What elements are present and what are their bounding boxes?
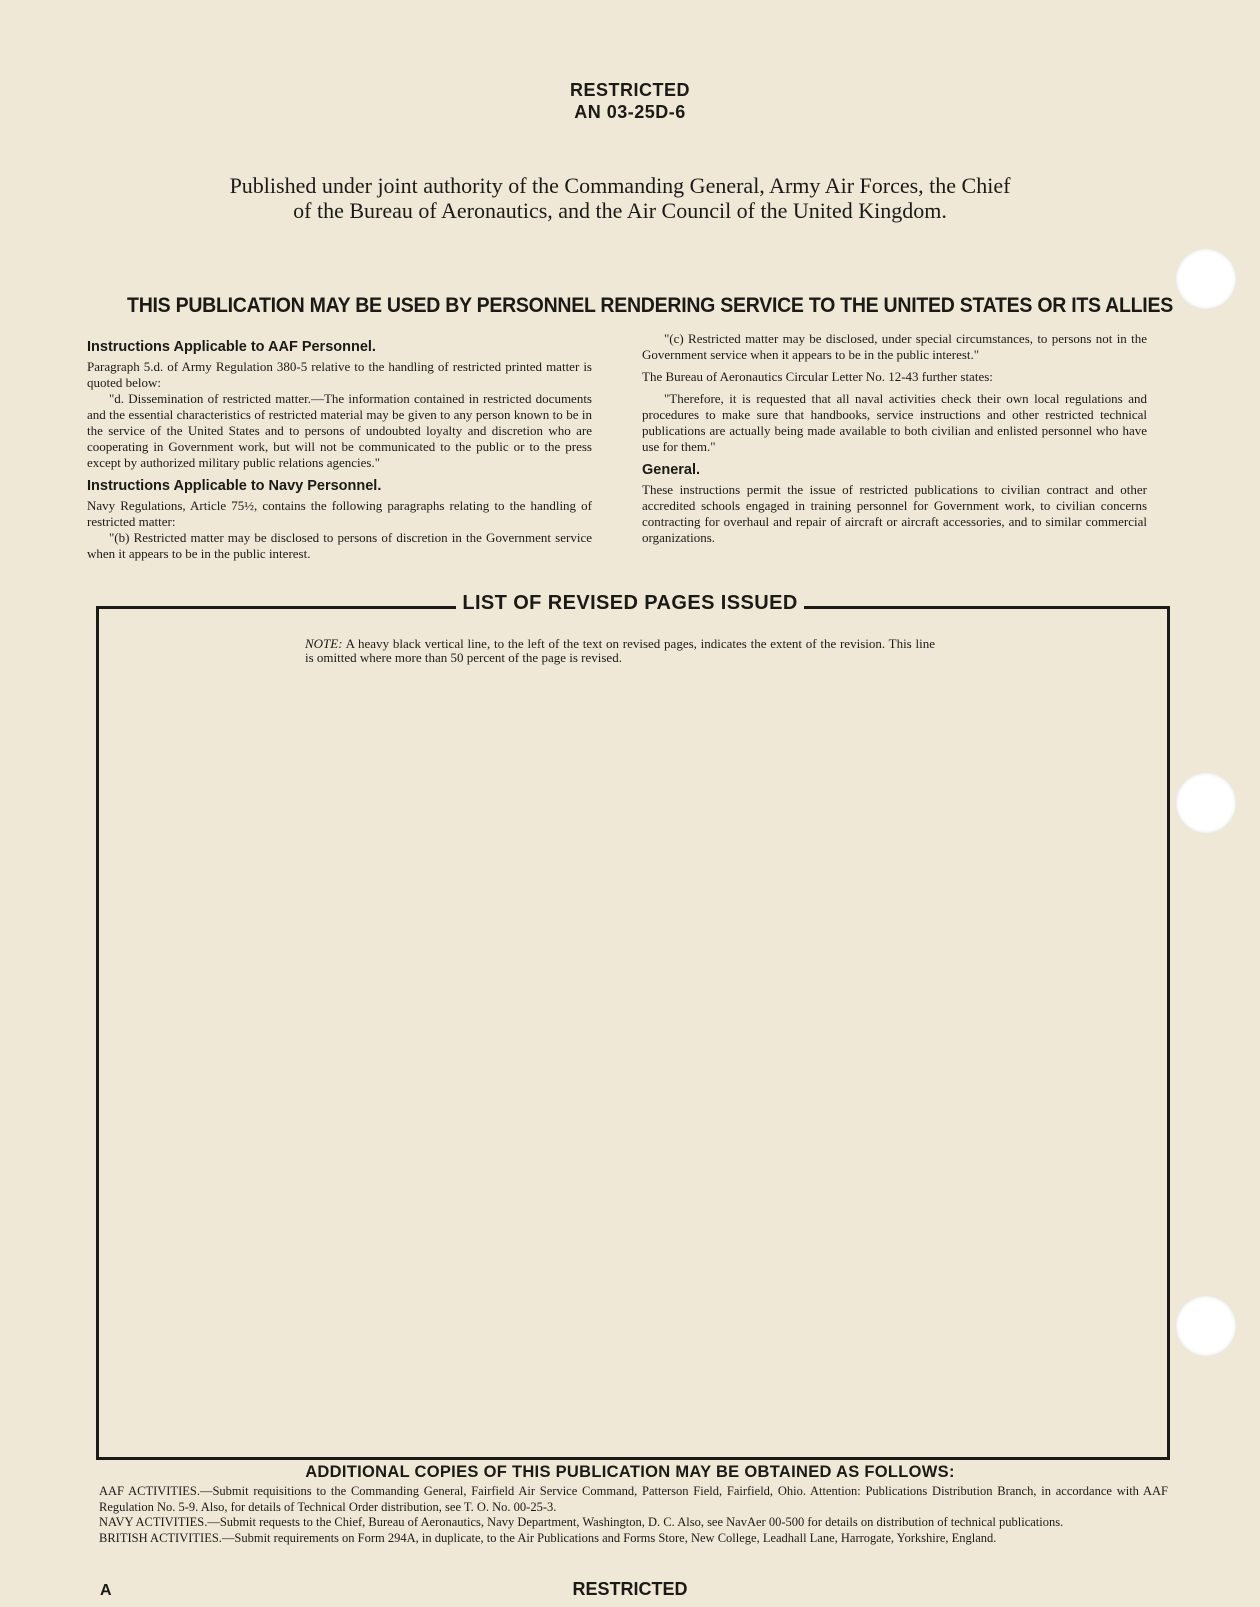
revised-pages-title: LIST OF REVISED PAGES ISSUED — [456, 592, 803, 614]
revised-pages-title-bar — [0, 592, 1260, 615]
british-activities: BRITISH ACTIVITIES.—Submit requirements on Form 294A, in duplicate, to the Air Publications and Forms Store, New College, Leadhall Lane, Harrogate, Yorkshire, England. — [99, 1530, 997, 1545]
additional-copies-text — [99, 1484, 1168, 1546]
page-label: A — [100, 1582, 112, 1599]
document-number: AN 03-25D-6 — [574, 102, 686, 122]
binder-hole-bottom — [1175, 1295, 1237, 1357]
binder-hole-top — [1175, 248, 1237, 310]
navy-heading: Instructions Applicable to Navy Personnel. — [87, 478, 382, 494]
general-text: These instructions permit the issue of restricted publications to civilian contract and other accredited schools engaged in training personnel for Government work, to civilian concerns contracting for overhaul and repair of aircraft or aircraft accessories, and to similar commercial organizations. — [642, 482, 1147, 545]
binder-hole-middle — [1175, 772, 1237, 834]
navy-activities: NAVY ACTIVITIES.—Submit requests to the Chief, Bureau of Aeronautics, Navy Department, Washington, D. C. Also, see NavAer 00-500 for details on distribution of technical publications. — [99, 1515, 1064, 1529]
classification-top: RESTRICTED — [569, 80, 690, 100]
revision-note — [305, 637, 935, 665]
note-text: A heavy black vertical line, to the left of the text on revised pages, indicates the extent of the revision. This line is omitted where more than 50 percent of the page is revised. — [305, 636, 935, 665]
circular-intro: The Bureau of Aeronautics Circular Letter No. 12-43 further states: — [642, 369, 993, 384]
note-label: NOTE: — [305, 636, 343, 651]
aaf-intro: Paragraph 5.d. of Army Regulation 380-5 relative to the handling of restricted printed matter is quoted below: — [87, 359, 592, 390]
right-column — [642, 331, 1147, 546]
additional-copies-heading: ADDITIONAL COPIES OF THIS PUBLICATION MAY BE OBTAINED AS FOLLOWS: — [305, 1463, 955, 1481]
usage-banner: THIS PUBLICATION MAY BE USED BY PERSONNEL RENDERING SERVICE TO THE UNITED STATES OR ITS ALLIES — [127, 294, 1173, 317]
authority-statement: Published under joint authority of the Commanding General, Army Air Forces, the Chief of the Bureau of Aeronautics, and the Air Council of the United Kingdom. — [229, 173, 1011, 223]
navy-quote-b: "(b) Restricted matter may be disclosed to persons of discretion in the Government service when it appears to be in the public interest. — [87, 530, 592, 561]
navy-quote-c: "(c) Restricted matter may be disclosed, under special circumstances, to persons not in the Government service when it appears to be in the public interest." — [642, 331, 1147, 362]
left-column — [87, 338, 592, 562]
aaf-heading: Instructions Applicable to AAF Personnel. — [87, 339, 376, 355]
classification-bottom: RESTRICTED — [572, 1579, 688, 1599]
revised-pages-box — [96, 606, 1170, 1460]
navy-intro: Navy Regulations, Article 75½, contains the following paragraphs relating to the handling of restricted matter: — [87, 498, 592, 529]
circular-quote: "Therefore, it is requested that all naval activities check their own local regulations and procedures to make sure that handbooks, service instructions and other restricted technical publications are actually being made available to both civilian and enlisted personnel who have use for them." — [642, 391, 1147, 454]
aaf-quote: "d. Dissemination of restricted matter.—The information contained in restricted documents and the essential characteristics of restricted material may be given to any person known to be in the service of the United States and to persons of undoubted loyalty and discretion who are cooperating in Government work, but will not be communicated to the public or to the press except by authorized military public relations agencies." — [87, 391, 592, 470]
page-header — [0, 79, 1260, 123]
general-heading: General. — [642, 462, 701, 478]
aaf-activities: AAF ACTIVITIES.—Submit requisitions to the Commanding General, Fairfield Air Service Command, Patterson Field, Fairfield, Ohio. Attention: Publications Distribution Branch, in accordance with AAF Regulation No. 5-9. Also, for details of Technical Order distribution, see T. O. No. 00-25-3. — [99, 1484, 1168, 1514]
